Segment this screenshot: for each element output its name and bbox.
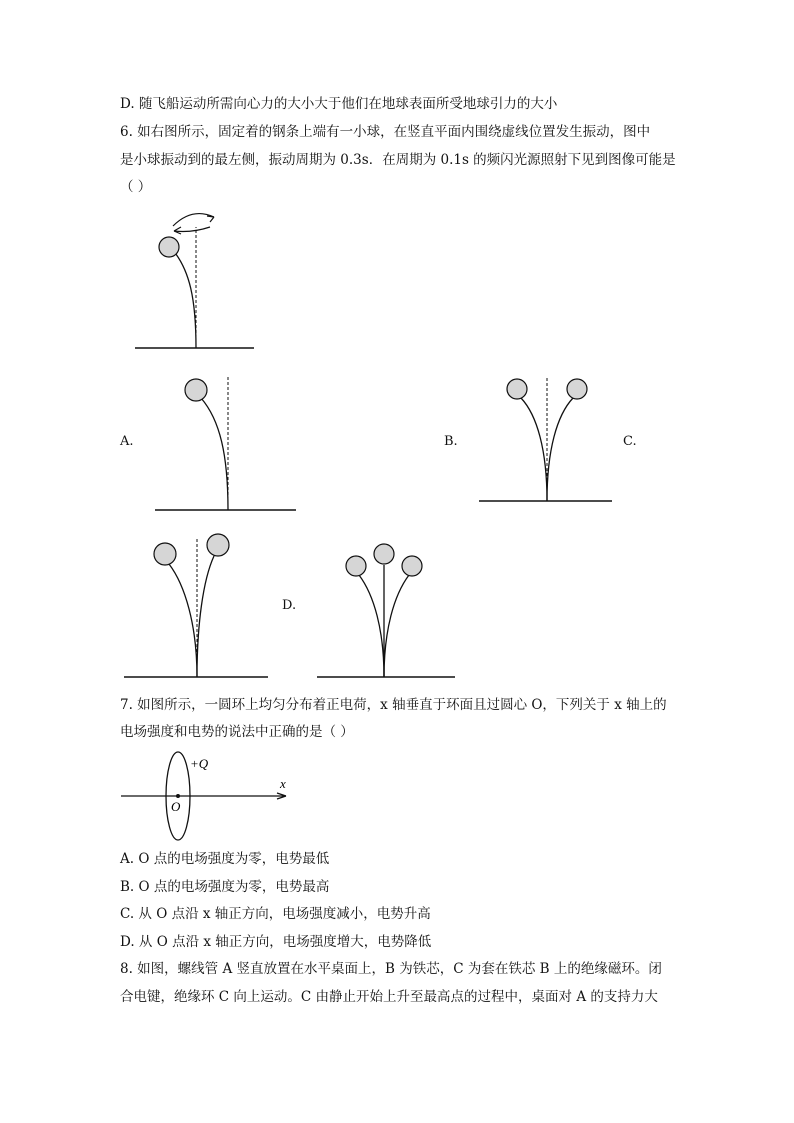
q7-option-c: C. 从 O 点沿 x 轴正方向，电场强度减小，电势升高 [120, 906, 431, 922]
q7-stem-line2: 电场强度和电势的说法中正确的是（ ） [120, 724, 354, 740]
q5-option-d: D. 随飞船运动所需向心力的大小大于他们在地球表面所受地球引力的大小 [120, 96, 558, 112]
q6-stem-line1: 6. 如右图所示，固定着的钢条上端有一小球，在竖直平面内围绕虚线位置发生振动，图中 [120, 124, 651, 140]
ball-left [346, 556, 366, 576]
q7-stem-line1: 7. 如图所示，一圆环上均匀分布着正电荷，x 轴垂直于环面且过圆心 O，下列关于 x 轴上的 [120, 697, 667, 713]
q6-option-a-label: A. [120, 434, 134, 449]
q6-option-b-label: B. [444, 434, 458, 449]
ball-left [507, 379, 527, 399]
q8-stem-line2: 合电键，绝缘环 C 向上运动。C 由静止开始上升至最高点的过程中，桌面对 A 的支持力大 [120, 989, 658, 1005]
steel-strip-left [359, 575, 384, 677]
q6-main-figure [130, 205, 270, 355]
ball-right [567, 379, 587, 399]
ball [185, 379, 207, 401]
q7-option-d: D. 从 O 点沿 x 轴正方向，电场强度增大，电势降低 [120, 934, 432, 950]
origin-label: O [171, 799, 181, 814]
arrowhead-right [207, 216, 214, 222]
q8-stem-line1: 8. 如图，螺线管 A 竖直放置在水平桌面上，B 为铁芯，C 为套在铁芯 B 上的绝缘磁环。闭 [120, 961, 662, 977]
q6-option-c-label: C. [623, 434, 637, 449]
q6-option-d-figure [312, 535, 462, 680]
steel-strip-left [521, 398, 547, 501]
q7-ring-figure [118, 748, 298, 843]
steel-strip [201, 398, 228, 510]
ball-right [402, 556, 422, 576]
ball-right [207, 534, 229, 556]
center-point [176, 794, 180, 798]
charge-label: +Q [190, 756, 209, 771]
q6-option-d-label: D. [282, 598, 297, 613]
q6-stem-line3: （ ） [120, 179, 152, 195]
arrowhead-left [174, 227, 181, 234]
steel-strip [172, 249, 196, 348]
ball-left [154, 543, 176, 565]
q7-option-b: B. O 点的电场强度为零，电势最高 [120, 879, 330, 895]
q6-option-b-figure [475, 370, 620, 505]
q7-option-a: A. O 点的电场强度为零，电势最低 [120, 851, 330, 867]
q6-option-c-figure [120, 530, 275, 680]
steel-strip-right [384, 575, 409, 677]
ball-middle [374, 544, 394, 564]
swing-arrow-right [173, 214, 214, 226]
x-axis-label: x [280, 776, 286, 791]
q6-stem-line2: 是小球振动到的最左侧，振动周期为 0.3s．在周期为 0.1s 的频闪光源照射下见到图像可能是 [120, 152, 676, 168]
steel-strip-right [197, 556, 214, 677]
steel-strip-right [547, 398, 573, 501]
ball [159, 237, 179, 257]
steel-strip-left [169, 564, 197, 677]
q6-option-a-figure [150, 370, 300, 515]
